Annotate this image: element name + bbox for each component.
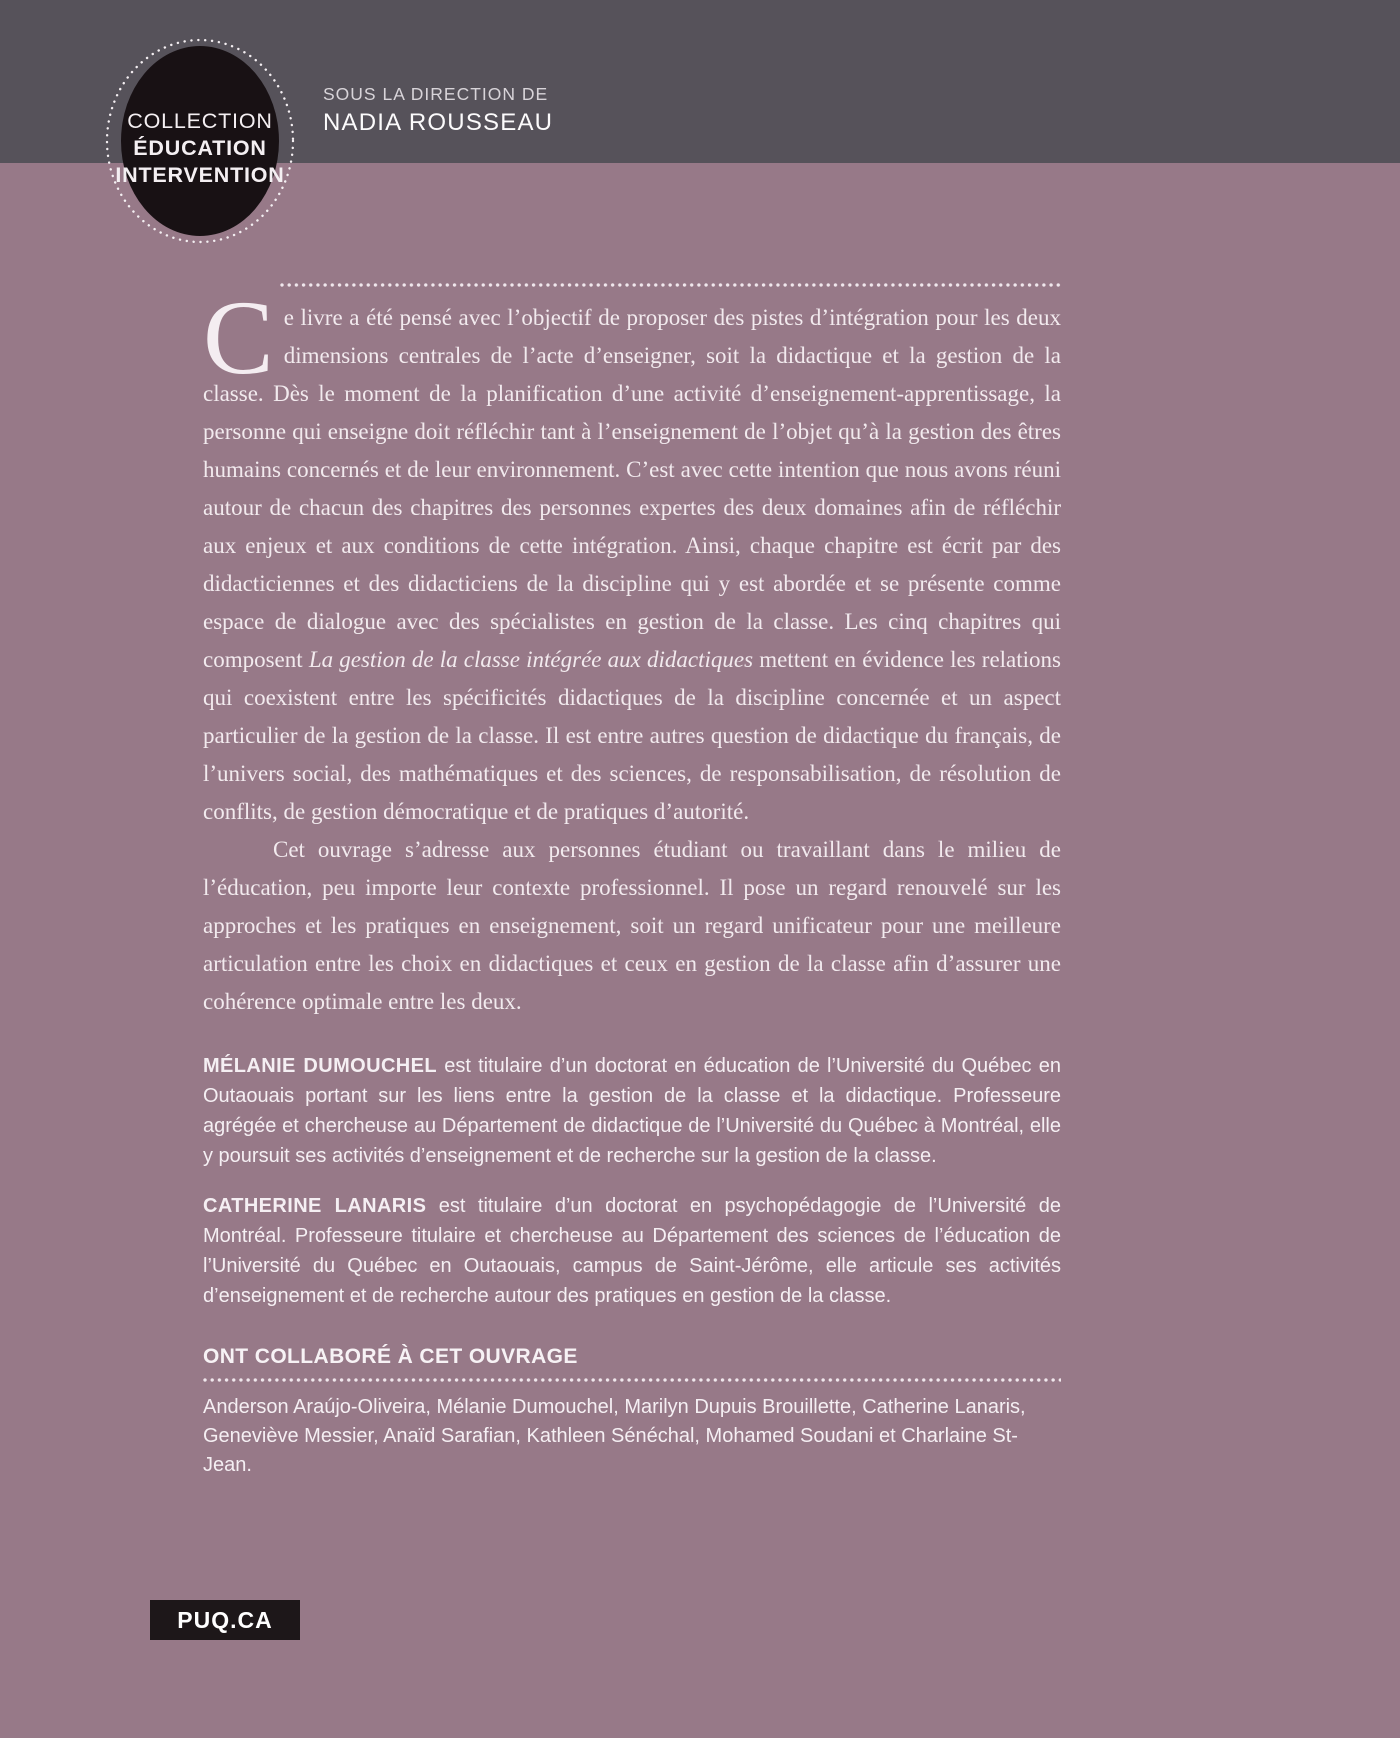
author-bio-dumouchel [203, 1051, 1061, 1171]
synopsis-text-post: mettent en évidence les relations qui coexistent entre les spécificités didactiques de la discipline concernée et un aspect particulier de la gestion de la classe. Il est entre autres question de didactique du français, de l’univers social, des mathématiques et des sciences, de responsabilisation, de résolution de conflits, de gestion démocratique et de pratiques d’autorité. [203, 647, 1061, 824]
director-name: NADIA ROUSSEAU [323, 109, 554, 136]
direction-block [323, 84, 553, 137]
author-bio-text-lanaris: est titulaire d’un doctorat en psychopédagogie de l’Université de Montréal. Professeure titulaire et chercheuse au Département des sciences de l’éducation de l’Université du Québec en Outaouais, campus de Saint-Jérôme, elle articule ses activités d’enseignement et de recherche autour des pratiques en gestion de la classe. [203, 1195, 1061, 1307]
book-title-italic: La gestion de la classe intégrée aux didactiques [308, 647, 754, 672]
drop-cap: C [203, 279, 274, 396]
publisher-url-label: PUQ.CA [177, 1606, 273, 1633]
synopsis-paragraph-2: Cet ouvrage s’adresse aux personnes étudiant ou travaillant dans le milieu de l’éducation, peu importe leur contexte professionnel. Il pose un regard renouvelé sur les approches et les pratiques en enseignement, soit un regard unificateur pour une meilleure articulation entre les choix en didactiques et ceux en gestion de la classe afin d’assurer une cohérence optimale entre les deux. [203, 837, 1061, 1014]
collection-badge [98, 36, 302, 248]
badge-line-intervention: INTERVENTION [115, 163, 285, 187]
badge-line-collection: COLLECTION [127, 109, 273, 133]
author-name-dumouchel: MÉLANIE DUMOUCHEL [203, 1055, 437, 1077]
collection-badge-graphic [98, 36, 302, 248]
synopsis-text-pre: e livre a été pensé avec l’objectif de proposer des pistes d’intégration pour les deux dimensions centrales de l’acte d’enseigner, soit la didactique et la gestion de la classe. Dès le moment de la planification d’une activité d’enseignement-apprentissage, la personne qui enseigne doit réfléchir tant à l’enseignement de l’objet qu’à la gestion des êtres humains concernés et de leur environnement. C’est avec cette intention que nous avons réuni autour de chacun des chapitres des personnes expertes des deux domaines afin de réfléchir aux enjeux et aux conditions de cette intégration. Ainsi, chaque chapitre est écrit par des didacticiennes et des didacticiens de la discipline qui y est abordée et se présente comme espace de dialogue avec des spécialistes en gestion de la classe. Les cinq chapitres qui composent [203, 305, 1061, 672]
badge-line-education: ÉDUCATION [133, 136, 267, 160]
author-bio-lanaris [203, 1191, 1061, 1311]
dotted-rule-top [280, 283, 1061, 287]
author-name-lanaris: CATHERINE LANARIS [203, 1195, 427, 1217]
dotted-rule-collaborators [203, 1378, 1061, 1382]
publisher-footer [150, 1600, 300, 1640]
direction-kicker: SOUS LA DIRECTION DE [323, 84, 549, 104]
collaborators-names: Anderson Araújo-Oliveira, Mélanie Dumouchel, Marilyn Dupuis Brouillette, Catherine Lanaris, Geneviève Messier, Anaïd Sarafian, Kathleen Sénéchal, Mohamed Soudani et Charlaine St-Jean. [203, 1396, 1026, 1476]
synopsis-paragraph-1 [203, 279, 1061, 831]
main-text-column [203, 279, 1061, 1480]
collaborators-heading: ONT COLLABORÉ À CET OUVRAGE [203, 1345, 578, 1368]
author-bio-text-dumouchel: est titulaire d’un doctorat en éducation de l’Université du Québec en Outaouais portant sur les liens entre la gestion de la classe et la didactique. Professeure agrégée et chercheuse au Département de didactique de l’Université du Québec à Montréal, elle y poursuit ses activités d’enseignement et de recherche sur la gestion de la classe. [203, 1055, 1061, 1167]
